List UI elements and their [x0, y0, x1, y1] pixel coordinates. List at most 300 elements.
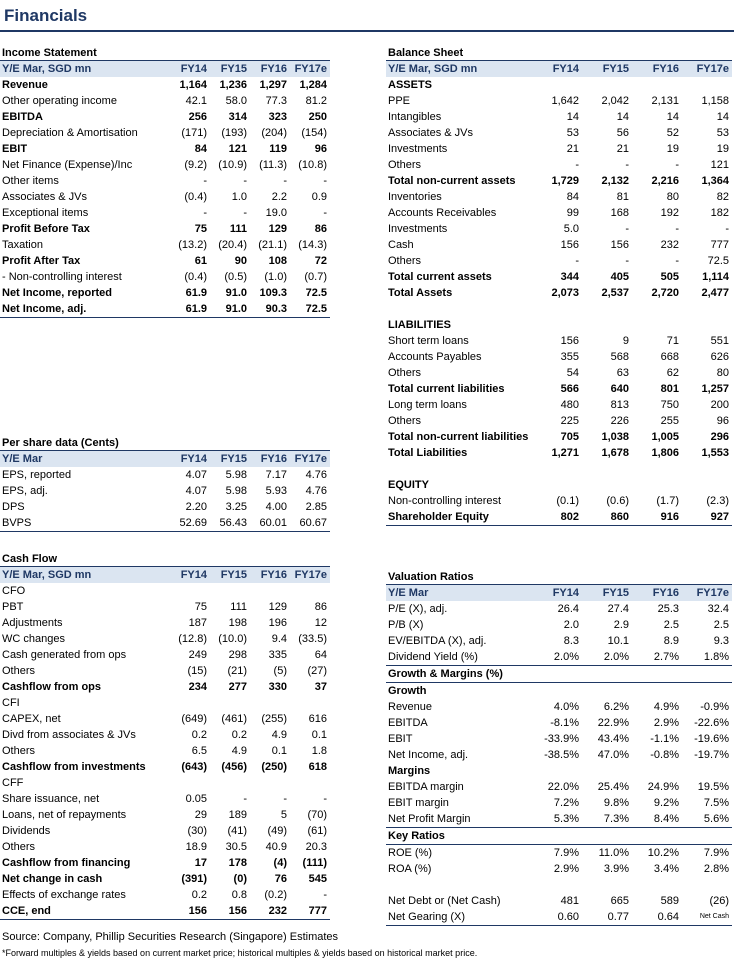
header-year: FY15	[210, 567, 250, 583]
row-value: (193)	[221, 127, 247, 139]
row-value: (0)	[233, 873, 247, 885]
table-row	[386, 205, 732, 221]
row-value: 4.9	[271, 729, 287, 741]
row-value	[632, 461, 682, 477]
row-value: -	[575, 255, 579, 267]
row-value: (2.3)	[706, 495, 729, 507]
row-value: (4)	[273, 857, 287, 869]
row-value: 6.2%	[603, 701, 629, 713]
row-label: Short term loans	[388, 335, 469, 347]
row-value: 0.2	[231, 729, 247, 741]
row-value: 60.01	[250, 515, 290, 532]
row-value: -0.9%	[700, 701, 729, 713]
table-row	[0, 647, 330, 663]
row-value: -	[243, 793, 247, 805]
row-label: Others	[388, 415, 422, 427]
table-row	[386, 237, 732, 253]
table-header-row	[0, 451, 330, 467]
header-year: FY16	[250, 567, 290, 583]
row-value: 2.0	[563, 619, 579, 631]
row-value: 481	[560, 895, 579, 907]
row-value: -	[575, 159, 579, 171]
row-label	[386, 461, 532, 477]
header-year: FY14	[532, 585, 582, 601]
row-label: LIABILITIES	[388, 319, 451, 331]
table-row	[386, 509, 732, 526]
row-label: Accounts Payables	[388, 351, 482, 363]
row-value: -	[675, 255, 679, 267]
table-row	[0, 679, 330, 695]
row-label: Dividends	[2, 825, 51, 837]
table-row	[386, 317, 732, 333]
row-value: 330	[268, 681, 287, 693]
row-value: 226	[610, 415, 629, 427]
row-value: (20.4)	[218, 239, 247, 251]
row-value	[682, 77, 732, 93]
row-value: (30)	[187, 825, 207, 837]
row-value: 18.9	[185, 841, 207, 853]
row-value: -	[625, 159, 629, 171]
row-label: Margins	[388, 765, 431, 777]
table-row	[0, 77, 330, 93]
row-value: 618	[308, 761, 327, 773]
row-value: -33.9%	[544, 733, 579, 745]
row-value: 5	[280, 809, 287, 821]
table-row	[0, 483, 330, 499]
row-value: -	[675, 159, 679, 171]
row-label: Net Income, adj.	[0, 301, 170, 318]
row-label: P/E (X), adj.	[388, 603, 448, 615]
row-label: CFO	[2, 585, 26, 597]
row-value: 668	[660, 351, 679, 363]
row-label: EPS, adj.	[2, 485, 48, 497]
row-value: 14	[566, 111, 579, 123]
cashflow-table	[0, 567, 330, 920]
row-value: 1,297	[259, 79, 287, 91]
row-label: Others	[2, 745, 36, 757]
row-value: 480	[560, 399, 579, 411]
row-label: Share issuance, net	[2, 793, 100, 805]
row-label: Cash	[388, 239, 414, 251]
row-value	[170, 775, 210, 791]
row-label: BVPS	[0, 515, 170, 532]
table-row	[0, 807, 330, 823]
row-value	[682, 763, 732, 779]
table-row	[386, 861, 732, 877]
row-value	[582, 301, 632, 317]
table-row	[0, 743, 330, 759]
row-value: 54	[566, 367, 579, 379]
row-label: Total Liabilities	[388, 447, 468, 459]
table-row	[386, 429, 732, 445]
row-value: (461)	[221, 713, 247, 725]
table-row	[0, 253, 330, 269]
row-value: 2.0%	[532, 649, 582, 666]
row-label: Investments	[388, 223, 448, 235]
row-value: 90	[234, 255, 247, 267]
row-value: 2.5	[713, 619, 729, 631]
row-value: 42.1	[185, 95, 207, 107]
row-value: 1,038	[601, 431, 629, 443]
row-value: 109.3	[259, 287, 287, 299]
row-value: 314	[228, 111, 247, 123]
row-value: 813	[610, 399, 629, 411]
row-value: 4.76	[305, 469, 327, 481]
row-label	[386, 301, 532, 317]
row-label: EBIT	[388, 733, 413, 745]
row-label: Profit After Tax	[2, 255, 81, 267]
title-divider	[0, 30, 734, 32]
row-value	[632, 666, 682, 683]
row-label: Net Finance (Expense)/Inc	[2, 159, 133, 171]
row-value: 232	[250, 903, 290, 920]
row-value	[290, 695, 330, 711]
row-value	[632, 877, 682, 893]
row-value: 0.05	[185, 793, 207, 805]
row-value	[210, 775, 250, 791]
row-value: 6.5	[191, 745, 207, 757]
row-value: 111	[229, 223, 247, 235]
row-value: 2.9	[613, 619, 629, 631]
row-label: Exceptional items	[2, 207, 89, 219]
row-value: -8.1%	[550, 717, 579, 729]
row-value: 30.5	[225, 841, 247, 853]
row-label: Total non-current liabilities	[388, 431, 529, 443]
row-value: 200	[710, 399, 729, 411]
row-value: 1,005	[651, 431, 679, 443]
row-value	[582, 877, 632, 893]
row-value: 11.0%	[598, 847, 629, 859]
table-row	[0, 839, 330, 855]
row-value: 777	[290, 903, 330, 920]
row-value: 1,364	[701, 175, 729, 187]
row-value: 2.5	[663, 619, 679, 631]
row-label: DPS	[2, 501, 25, 513]
row-value: 296	[710, 431, 729, 443]
table-row	[386, 301, 732, 317]
header-year: FY16	[632, 585, 682, 601]
table-row	[0, 499, 330, 515]
row-value: (41)	[227, 825, 247, 837]
row-value	[210, 583, 250, 599]
row-value	[632, 301, 682, 317]
row-value: 21	[616, 143, 629, 155]
row-value: 640	[610, 383, 629, 395]
row-value	[632, 828, 682, 845]
row-value: 168	[610, 207, 629, 219]
row-value: 14	[716, 111, 729, 123]
row-value: 61.9	[185, 287, 207, 299]
row-value: 81	[616, 191, 629, 203]
row-value: 545	[308, 873, 327, 885]
row-value: 19	[716, 143, 729, 155]
row-value	[682, 477, 732, 493]
row-value: 249	[188, 649, 207, 661]
row-value	[532, 828, 582, 845]
row-value: (21.1)	[258, 239, 287, 251]
row-label: Accounts Receivables	[388, 207, 497, 219]
table-row	[0, 467, 330, 483]
row-value: 187	[188, 617, 207, 629]
header-year: FY17e	[682, 61, 732, 77]
row-value: (154)	[301, 127, 327, 139]
row-label: Net Income, reported	[2, 287, 113, 299]
row-label: Total non-current assets	[388, 175, 516, 187]
row-value: 77.3	[265, 95, 287, 107]
row-value: 1,114	[702, 271, 729, 283]
row-value: 81.2	[305, 95, 327, 107]
row-label: EV/EBITDA (X), adj.	[388, 635, 487, 647]
row-value: 156	[610, 239, 629, 251]
row-value: 29	[194, 809, 207, 821]
row-value: 2.0%	[582, 649, 632, 666]
row-value: 566	[560, 383, 579, 395]
row-value: 5.93	[265, 485, 287, 497]
table-row	[386, 173, 732, 189]
row-value: 53	[566, 127, 579, 139]
income-statement-section	[0, 46, 330, 318]
table-row	[0, 583, 330, 599]
table-header-row	[0, 567, 330, 583]
row-value: -	[243, 207, 247, 219]
row-value	[682, 877, 732, 893]
row-value: (255)	[261, 713, 287, 725]
row-value	[290, 583, 330, 599]
table-row	[0, 695, 330, 711]
row-value: 1,678	[601, 447, 629, 459]
row-value: 76	[274, 873, 287, 885]
row-value: 72.5	[305, 287, 327, 299]
row-value: (0.5)	[224, 271, 247, 283]
row-value: 17	[194, 857, 207, 869]
table-row	[386, 893, 732, 909]
header-year: FY15	[582, 61, 632, 77]
row-value: 2.9%	[553, 863, 579, 875]
row-value: (10.8)	[298, 159, 327, 171]
row-value: -	[625, 223, 629, 235]
row-value: 1.0	[231, 191, 247, 203]
table-header-row	[0, 61, 330, 77]
row-value: 250	[308, 111, 327, 123]
row-value: (649)	[181, 713, 207, 725]
row-value: 927	[682, 509, 732, 526]
row-value	[632, 77, 682, 93]
row-value: (456)	[221, 761, 247, 773]
row-value: 505	[660, 271, 679, 283]
row-value: 1,553	[701, 447, 729, 459]
row-value: 47.0%	[597, 749, 629, 761]
row-value: (21)	[227, 665, 247, 677]
row-value: 0.60	[532, 909, 582, 926]
row-value: -1.1%	[650, 733, 679, 745]
header-year: FY16	[250, 451, 290, 467]
row-value: 24.9%	[647, 781, 679, 793]
row-value: 1,158	[701, 95, 729, 107]
row-label: CCE, end	[0, 903, 170, 920]
cash-flow-section	[0, 552, 330, 920]
cashflow-title: Cash Flow	[0, 552, 330, 567]
footnote: *Forward multiples & yields based on current market price; historical multiples & yields based on historical market price.	[2, 948, 478, 958]
row-value: -	[323, 175, 327, 187]
row-label: Total Assets	[388, 287, 453, 299]
row-value: 4.00	[265, 501, 287, 513]
table-row	[386, 493, 732, 509]
row-value: 62	[666, 367, 679, 379]
row-value: 2,042	[601, 95, 629, 107]
row-value: 3.9%	[603, 863, 629, 875]
row-value: 156	[170, 903, 210, 920]
row-value: 8.9	[663, 635, 679, 647]
row-value: 129	[268, 223, 287, 235]
balance-title: Balance Sheet	[386, 46, 732, 61]
row-value: (13.2)	[178, 239, 207, 251]
row-value	[532, 666, 582, 683]
table-row	[386, 601, 732, 617]
row-value	[682, 317, 732, 333]
table-row	[0, 189, 330, 205]
row-value: 1,642	[551, 95, 579, 107]
row-label: Loans, net of repayments	[2, 809, 127, 821]
row-value: -0.8%	[650, 749, 679, 761]
row-value: 355	[560, 351, 579, 363]
row-value	[682, 683, 732, 700]
row-value: 75	[194, 601, 207, 613]
row-label: EQUITY	[388, 479, 429, 491]
row-value: 27.4	[607, 603, 629, 615]
row-value: -	[203, 207, 207, 219]
row-value: 1,236	[219, 79, 247, 91]
row-label: Other operating income	[2, 95, 117, 107]
row-value: 156	[560, 239, 579, 251]
row-value: (49)	[267, 825, 287, 837]
header-year: FY17e	[290, 451, 330, 467]
row-value: Net Cash	[682, 909, 732, 926]
header-year: FY15	[210, 61, 250, 77]
row-value: 7.17	[265, 469, 287, 481]
table-row	[0, 903, 330, 920]
row-label: Shareholder Equity	[386, 509, 532, 526]
row-value	[632, 317, 682, 333]
row-value: -38.5%	[544, 749, 579, 761]
row-value: (26)	[709, 895, 729, 907]
row-value: 61.9	[170, 301, 210, 318]
row-value: 19.0	[265, 207, 287, 219]
header-year: FY14	[170, 61, 210, 77]
row-value: 0.1	[271, 745, 287, 757]
row-value: 9.3	[713, 635, 729, 647]
row-value: (10.9)	[218, 159, 247, 171]
row-value	[582, 77, 632, 93]
row-label: EBIT margin	[388, 797, 449, 809]
table-row	[0, 205, 330, 221]
row-value: 80	[666, 191, 679, 203]
row-label: Inventories	[388, 191, 442, 203]
row-label: Investments	[388, 143, 448, 155]
row-value: 22.9%	[597, 717, 629, 729]
row-label: Total current liabilities	[388, 383, 505, 395]
row-value: 91.0	[225, 287, 247, 299]
row-value: (111)	[302, 857, 327, 869]
row-value: 2.20	[185, 501, 207, 513]
row-label: Associates & JVs	[2, 191, 87, 203]
row-value: 4.07	[185, 469, 207, 481]
row-label: WC changes	[2, 633, 65, 645]
pershare-table	[0, 451, 330, 532]
table-row	[386, 141, 732, 157]
table-row	[386, 877, 732, 893]
valuation-ratios-section	[386, 570, 732, 926]
table-row	[0, 109, 330, 125]
table-row	[386, 779, 732, 795]
table-row	[386, 93, 732, 109]
row-value: 589	[660, 895, 679, 907]
table-row	[386, 763, 732, 779]
row-label: Key Ratios	[386, 828, 532, 845]
table-row	[386, 909, 732, 926]
row-value: 196	[268, 617, 287, 629]
row-value: 916	[632, 509, 682, 526]
row-value	[250, 775, 290, 791]
row-value: 4.9%	[653, 701, 679, 713]
valuation-table	[386, 585, 732, 926]
row-value: 82	[716, 191, 729, 203]
table-row	[386, 157, 732, 173]
row-value: 64	[314, 649, 327, 661]
row-value: 90.3	[250, 301, 290, 318]
row-value: 4.0%	[553, 701, 579, 713]
row-value: 0.9	[311, 191, 327, 203]
table-row	[386, 477, 732, 493]
header-year: FY14	[532, 61, 582, 77]
table-row	[0, 237, 330, 253]
row-value: 802	[532, 509, 582, 526]
table-row	[0, 285, 330, 301]
row-value: -	[243, 175, 247, 187]
row-value: 9.4	[271, 633, 287, 645]
row-value: 26.4	[557, 603, 579, 615]
row-label: CFF	[2, 777, 24, 789]
row-value: 298	[228, 649, 247, 661]
row-label: EBITDA	[388, 717, 428, 729]
table-row	[386, 381, 732, 397]
row-value: 25.3	[657, 603, 679, 615]
row-value: -	[625, 255, 629, 267]
table-row	[386, 125, 732, 141]
row-value: 7.9%	[703, 847, 729, 859]
table-row	[0, 823, 330, 839]
row-value: 75	[194, 223, 207, 235]
row-value: (0.6)	[606, 495, 629, 507]
row-value: (0.7)	[304, 271, 327, 283]
pershare-title: Per share data (Cents)	[0, 436, 330, 451]
income-title: Income Statement	[0, 46, 330, 61]
row-value: 32.4	[707, 603, 729, 615]
table-row	[386, 715, 732, 731]
row-label: Cashflow from financing	[2, 857, 131, 869]
row-value: 58.0	[225, 95, 247, 107]
row-value: 1,729	[551, 175, 579, 187]
row-label: Others	[2, 841, 36, 853]
row-value	[632, 763, 682, 779]
row-value: -	[675, 223, 679, 235]
valuation-title: Valuation Ratios	[386, 570, 732, 585]
row-value: 0.8	[231, 889, 247, 901]
table-row	[0, 269, 330, 285]
row-value: 189	[228, 809, 247, 821]
row-value: 4.9	[231, 745, 247, 757]
row-label: EBITDA margin	[388, 781, 464, 793]
row-value: -	[283, 793, 287, 805]
